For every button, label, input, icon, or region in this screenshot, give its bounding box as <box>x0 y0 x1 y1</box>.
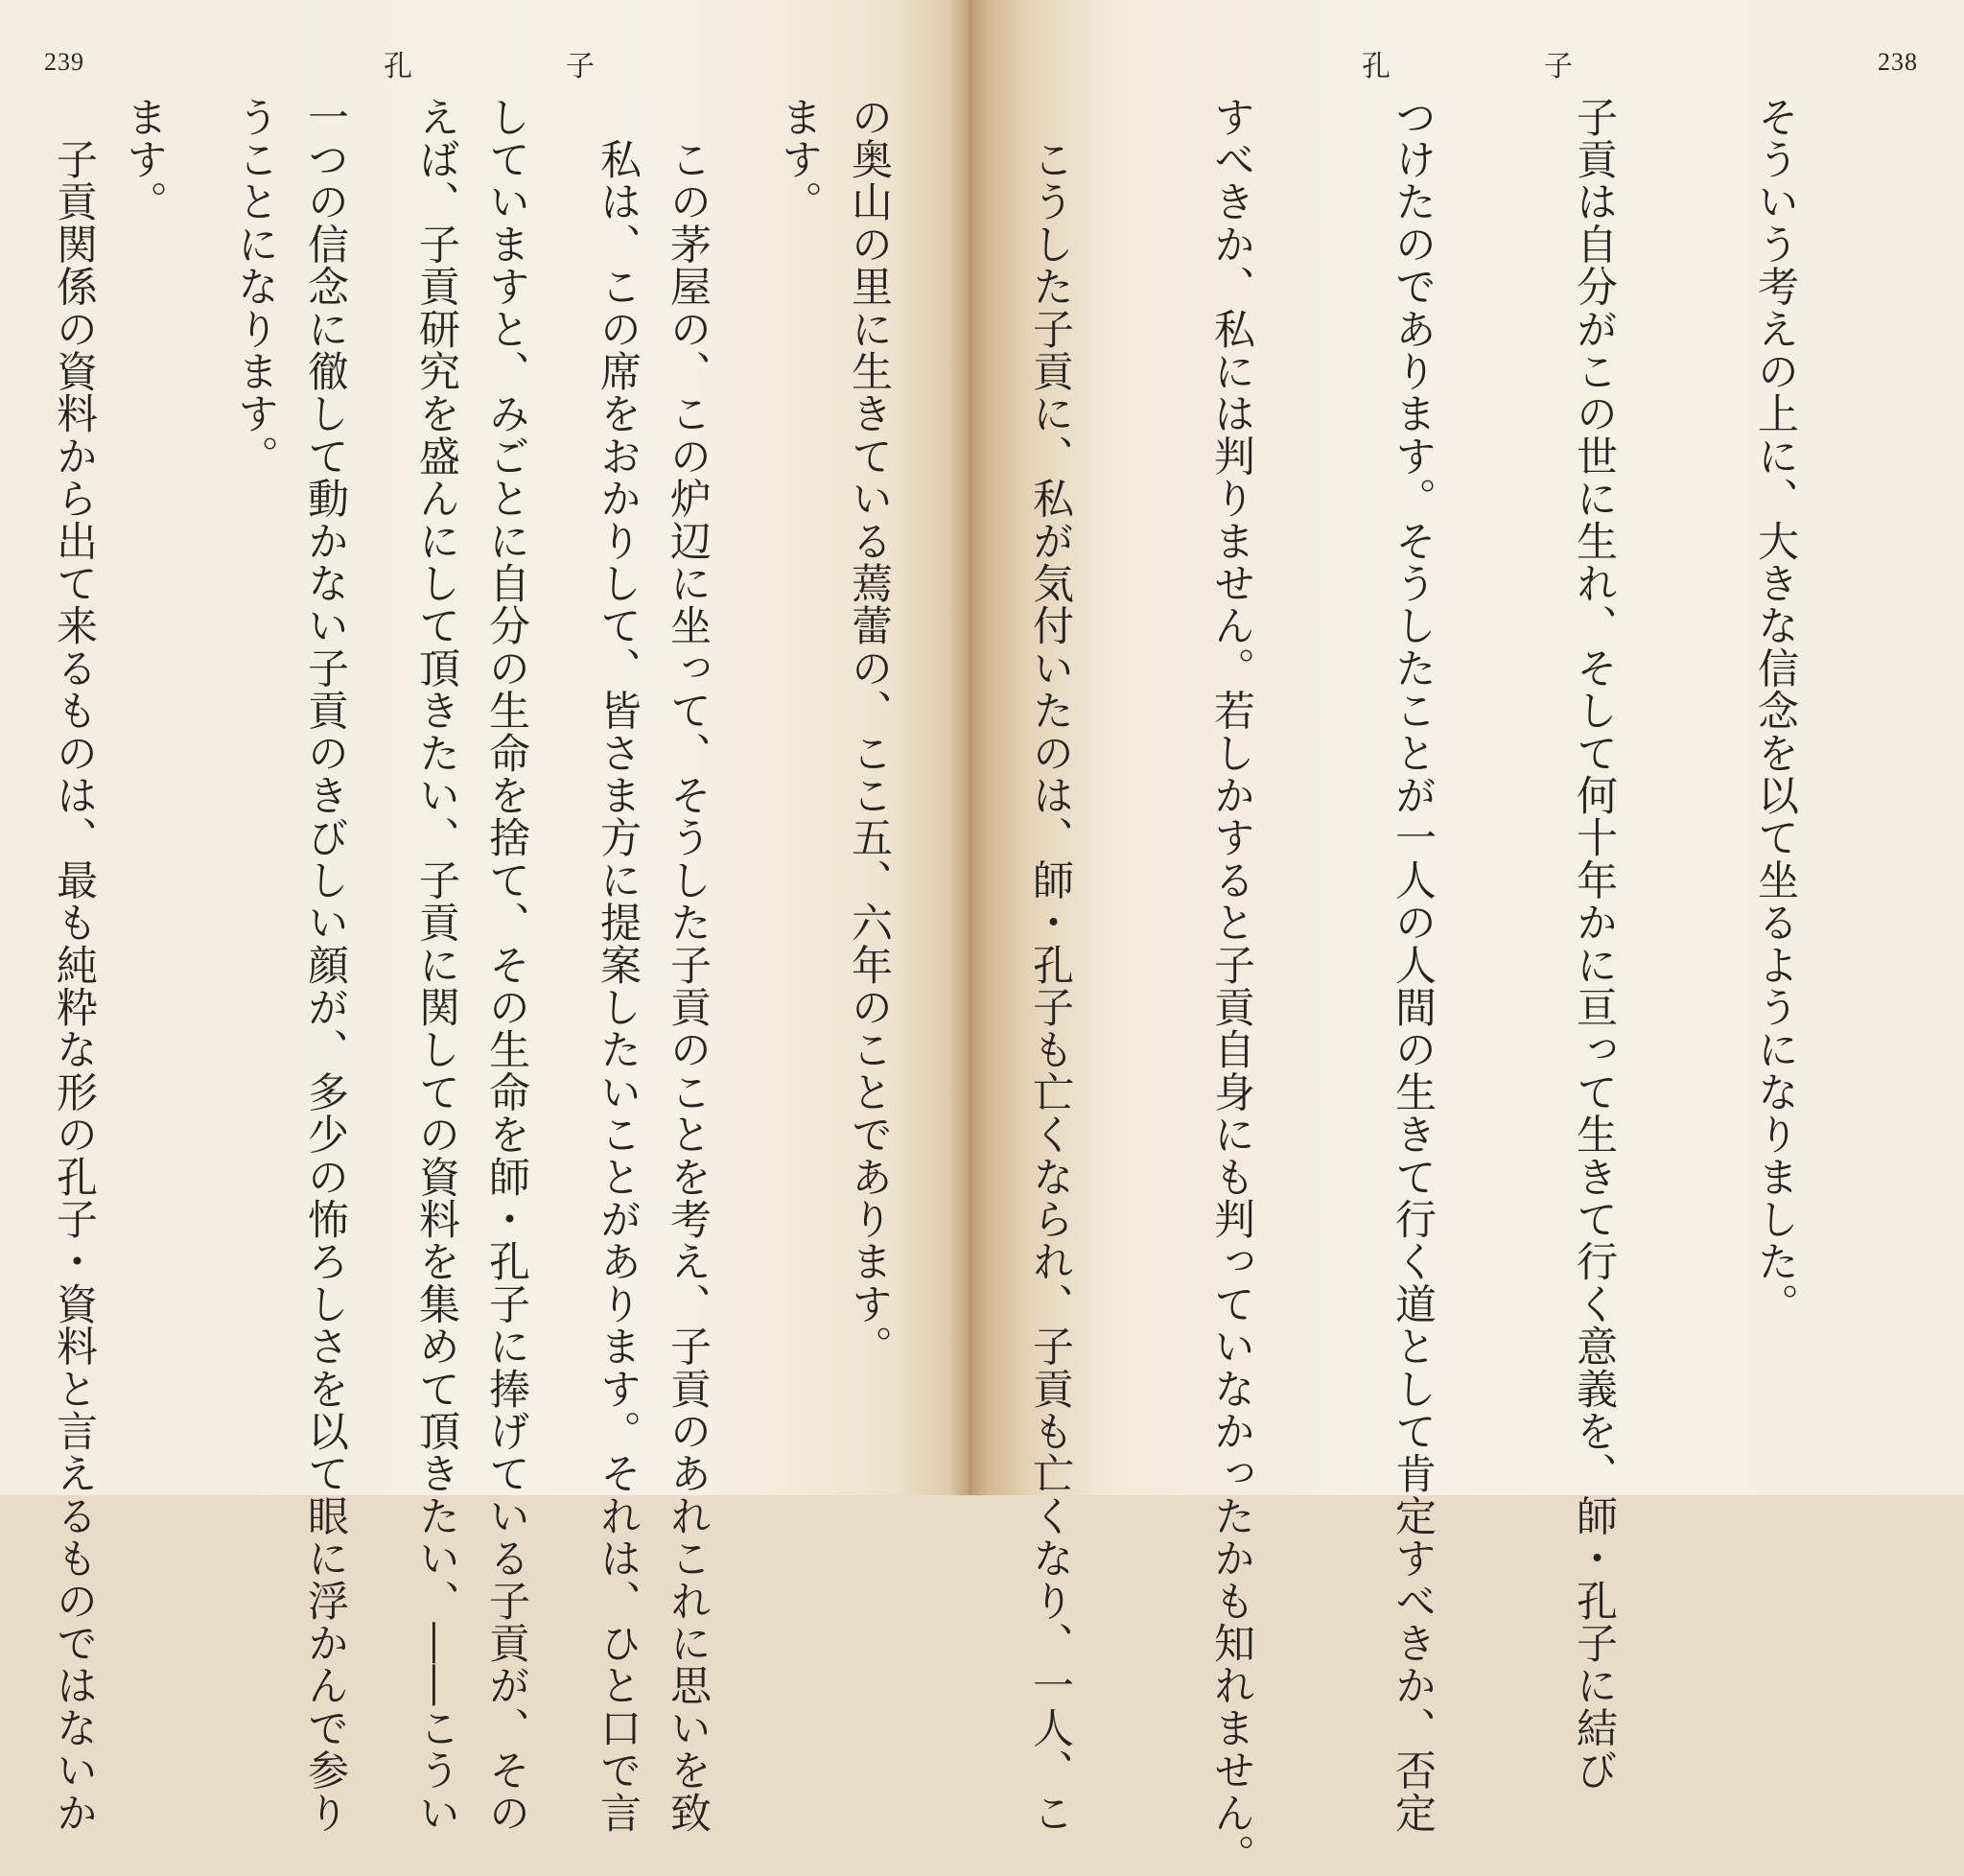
text-line: 一つの信念に徹して動かない子貢のきびしい顔が、多少の怖ろしさを以て眼に浮かんで参り <box>301 96 349 1835</box>
text-line: こうした子貢に、私が気付いたのは、師・孔子も亡くなられ、子貢も亡くなり、一人、こ <box>1026 96 1074 1835</box>
text-line: 私は、この席をおかりして、皆さま方に提案したいことがあります。それは、ひと口で言 <box>594 96 642 1835</box>
text-line: ます。 <box>775 96 823 223</box>
text-line: すべきか、私には判りません。若しかすると子貢自身にも判っていなかったかも知れません。 <box>1207 96 1255 1876</box>
running-header: 孔子 <box>1362 50 1726 83</box>
text-line: うことになります。 <box>231 96 279 478</box>
text-line: 子貢関係の資料から出て来るものは、最も純粋な形の孔子・資料と言えるものではないか <box>50 96 98 1835</box>
page-number: 239 <box>44 48 84 76</box>
text-line: そういう考えの上に、大きな信念を以て坐るようになりました。 <box>1751 96 1799 1325</box>
text-line: の奥山の里に生きている蔫蕾の、ここ五、六年のことであります。 <box>845 96 893 1368</box>
text-line: 子貢は自分がこの世に生れ、そして何十年かに亘って生きて行く意義を、師・孔子に結び <box>1570 96 1618 1792</box>
text-line: えば、子貢研究を盛んにして頂きたい、子貢に関しての資料を集めて頂きたい、――こうい <box>412 96 460 1835</box>
page-number: 238 <box>1878 48 1918 76</box>
text-line: つけたのであります。そうしたことが一人の人間の生きて行く道として肯定すべきか、否定 <box>1389 96 1437 1835</box>
text-line: していますと、みごとに自分の生命を捨て、その生命を師・孔子に捧げている子貢が、その <box>482 96 530 1835</box>
text-line: ます。 <box>120 96 168 223</box>
text-line: この茅屋の、この炉辺に坐って、そうした子貢のことを考え、子貢のあれこれに思いを致 <box>664 96 712 1835</box>
running-header: 孔子 <box>384 50 748 83</box>
